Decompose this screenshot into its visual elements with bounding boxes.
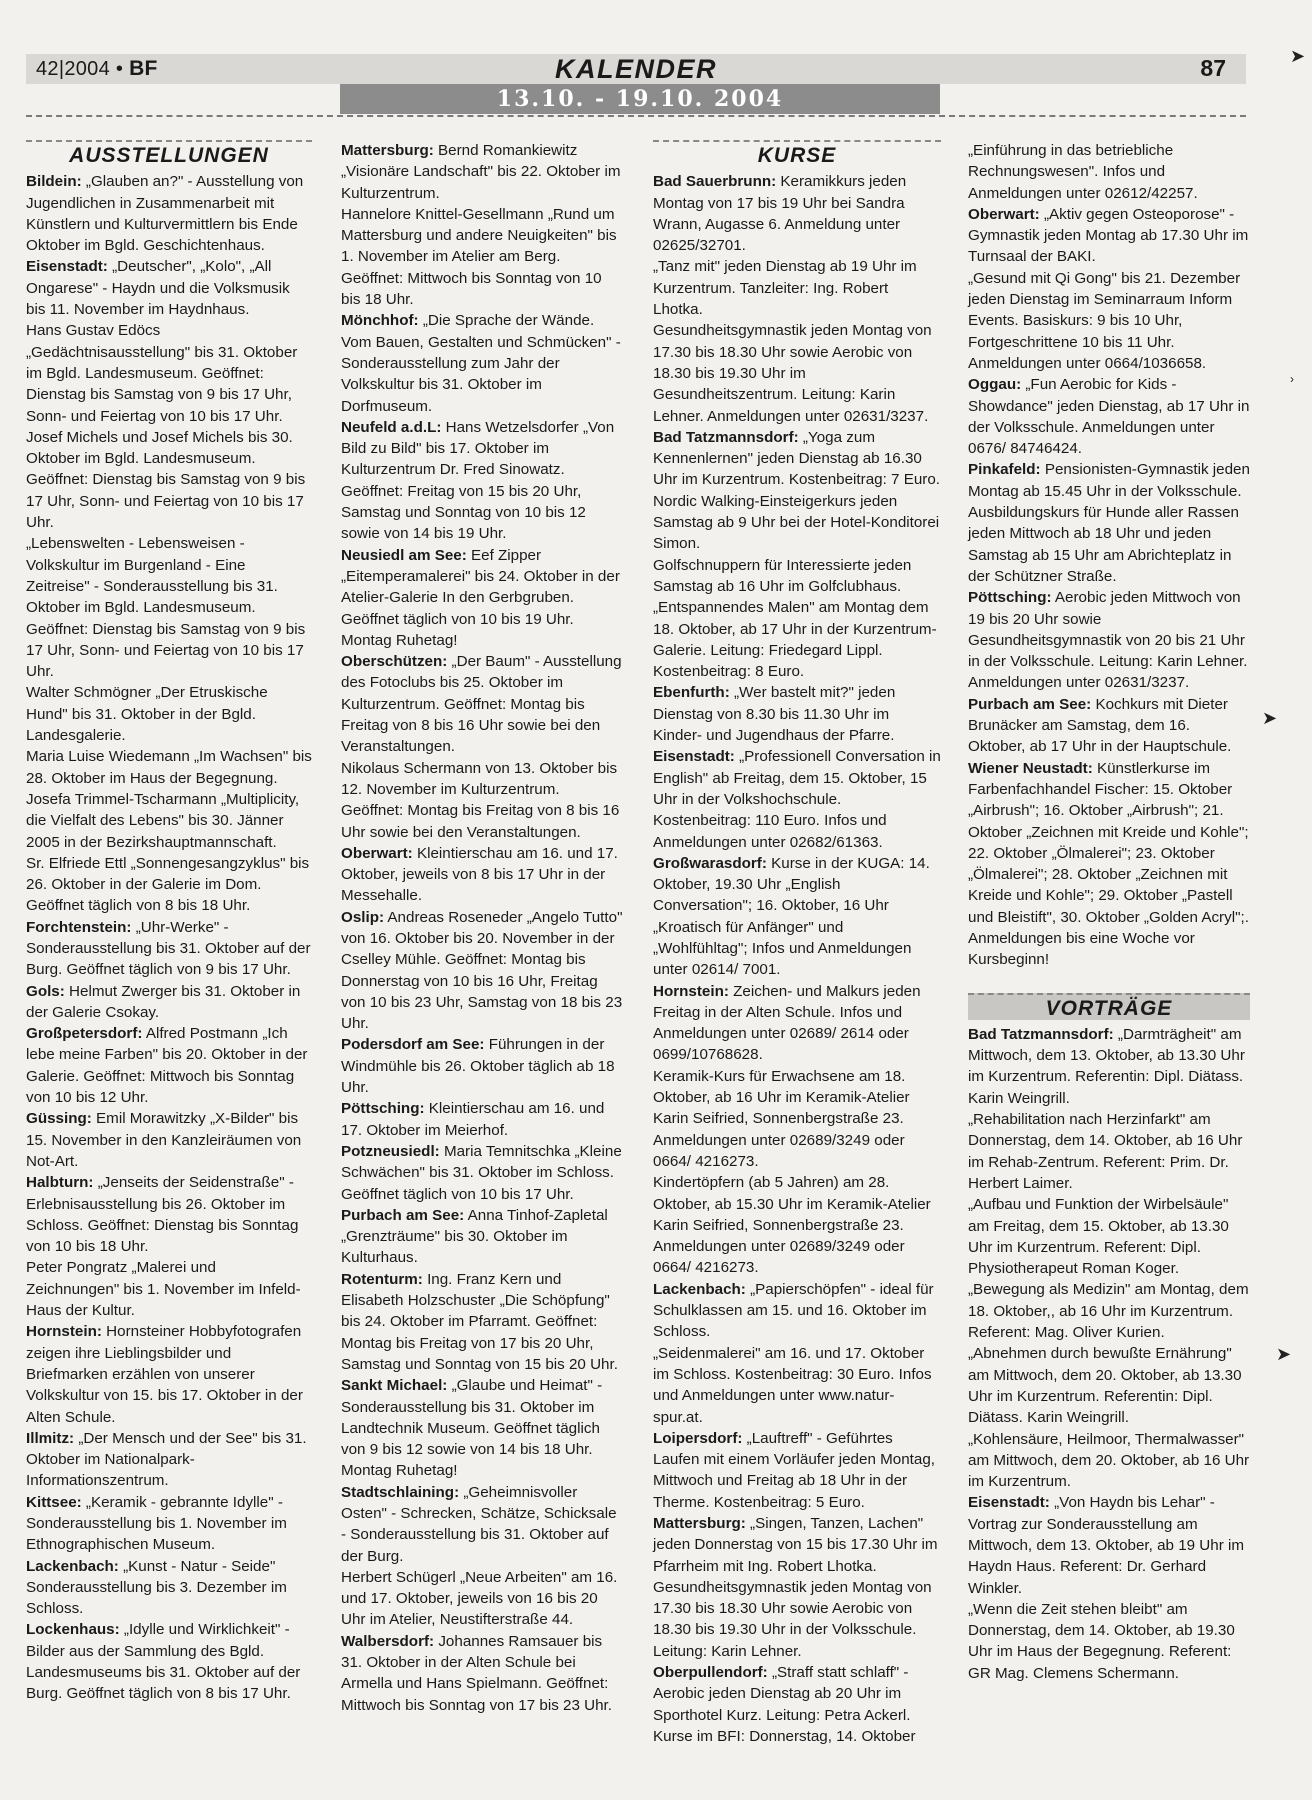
page-number: 87 xyxy=(1200,55,1226,81)
entry-text: „Von Haydn bis Lehar" - Vortrag zur Sonderausstellung am Mittwoch, dem 13. Oktober, ab 19 Uhr im Haydn Haus. Referent: Dr. Gerhard Winkler. xyxy=(968,1494,1245,1597)
entry-text: „Professionell Conversation in English" ab Freitag, dem 15. Oktober, 15 Uhr in der Volkshochschule. Kostenbeitrag: 110 Euro. Infos und Anmeldungen unter 02682/61363. xyxy=(653,748,941,851)
entry-place: Ebenfurth: xyxy=(653,684,730,702)
entry-place: Lackenbach: xyxy=(653,1280,746,1298)
entry-text: „Straff statt schlaff" - Aerobic jeden Dienstag ab 20 Uhr im Sporthotel Kurz. Leitung: Petra Ackerl. xyxy=(653,1664,911,1724)
calendar-entry xyxy=(341,843,623,907)
entry-text: „Singen, Tanzen, Lachen" jeden Donnerstag von 15 bis 17.30 Uhr im Pfarrheim mit Ing. Robert Lhotka. xyxy=(653,1515,938,1575)
calendar-entry xyxy=(341,1098,623,1141)
section-title-kurse: KURSE xyxy=(653,140,941,167)
calendar-entry xyxy=(26,1492,312,1556)
entry-text: Emil Morawitzky „X-Bilder" bis 15. November in den Kanzleiräumen von Not-Art. xyxy=(26,1110,302,1170)
entry-text: „Lebenswelten - Lebensweisen - Volkskultur im Burgenland - Eine Zeitreise" - Sonderausstellung bis 31. Oktober im Bgld. Landesmuseum. Geöffnet: Dienstag bis Samstag von 9 bis 17 Uhr, Sonn- und Feiertag von 10 bis 17 Uhr. xyxy=(26,535,306,681)
column-4 xyxy=(968,140,1250,1684)
calendar-entry xyxy=(968,1024,1250,1109)
calendar-entry xyxy=(341,1567,623,1631)
calendar-entry xyxy=(26,917,312,981)
entry-text: Sr. Elfriede Ettl „Sonnengesangzyklus" bis 26. Oktober in der Galerie im Dom. Geöffnet täglich von 8 bis 18 Uhr. xyxy=(26,854,310,915)
calendar-entry xyxy=(968,140,1250,204)
calendar-entry xyxy=(341,1141,623,1205)
calendar-entry xyxy=(653,1662,941,1726)
calendar-entry xyxy=(26,1108,312,1172)
entry-place: Güssing: xyxy=(26,1110,92,1128)
entry-place: Oberpullendorf: xyxy=(653,1664,768,1682)
section-title-vortraege: VORTRÄGE xyxy=(968,993,1250,1020)
entry-text: Peter Pongratz „Malerei und Zeichnungen" bis 1. November im Infeld-Haus der Kultur. xyxy=(26,1259,301,1320)
entry-place: Oslip: xyxy=(341,908,385,926)
entry-place: Pinkafeld: xyxy=(968,461,1041,479)
entry-text: Ausbildungskurs für Hunde aller Rassen jeden Mittwoch ab 18 Uhr und jeden Samstag ab 15 Uhr am Abrichteplatz in der Schützner Straße. xyxy=(968,504,1239,585)
calendar-entry xyxy=(341,545,623,651)
section-gap xyxy=(968,971,1250,993)
section-title-ausstellungen: AUSSTELLUNGEN xyxy=(26,140,312,167)
entry-text: „Lauftreff" - Geführtes Laufen mit einem Vorläufer jeden Montag, Mittwoch und Freitag ab 18 Uhr in der Therme. Kostenbeitrag: 5 Euro. xyxy=(653,1429,935,1511)
date-range: 13.10. - 19.10. 2004 xyxy=(340,84,940,114)
entry-place: Rotenturm: xyxy=(341,1270,423,1288)
margin-mark-arrow-icon: ➤ xyxy=(1262,708,1278,728)
calendar-entry xyxy=(26,533,312,682)
entry-text: Kindertöpfern (ab 5 Jahren) am 28. Oktober, ab 15.30 Uhr im Keramik-Atelier Karin Seifried, Sonnenbergstraße 23. Anmeldungen unter 02689/3249 oder 0664/ 4216273. xyxy=(653,1174,931,1277)
entries-col4b xyxy=(968,1024,1250,1684)
entry-place: Mönchhof: xyxy=(341,312,419,330)
calendar-entry xyxy=(968,374,1250,459)
entry-text: Keramik-Kurs für Erwachsene am 18. Oktober, ab 16 Uhr im Keramik-Atelier Karin Seifried, Sonnenbergstraße 23. Anmeldungen unter 02689/3249 oder 0664/ 4216273. xyxy=(653,1067,910,1170)
entry-text: Künstlerkurse im Farbenfachhandel Fischer: 15. Oktober „Airbrush"; 16. Oktober „Airbrush"; 21. Oktober „Zeichnen mit Kreide und Kohle"; 22. Oktober „Ölmalerei"; 23. Oktober „Ölmalerei"; 28. Oktober „Zeichnen mit Kreide und Kohle"; 29. Oktober „Pastell und Bleistift", 30. Oktober „Golden Acryl";. Anmeldungen bis eine Woche vor Kursbeginn! xyxy=(968,759,1249,969)
entry-place: Sankt Michael: xyxy=(341,1377,448,1395)
calendar-entry xyxy=(26,1428,312,1492)
column-2 xyxy=(341,140,623,1716)
entry-text: „Seidenmalerei" am 16. und 17. Oktober im Schloss. Kostenbeitrag: 30 Euro. Infos und Anmeldungen unter www.natur-spur.at. xyxy=(653,1344,932,1426)
page-title: KALENDER xyxy=(554,54,717,84)
entry-text: „Keramik - gebrannte Idylle" - Sonderausstellung bis 1. November im Ethnographischen Museum. xyxy=(26,1493,287,1554)
entry-text: Helmut Zwerger bis 31. Oktober in der Galerie Csokay. xyxy=(26,982,301,1021)
entry-text: „Abnehmen durch bewußte Ernährung" am Mittwoch, dem 20. Oktober, ab 13.30 Uhr im Kurzentrum. Referentin: Dipl. Diätass. Karin Weingrill. xyxy=(968,1345,1242,1427)
column-3 xyxy=(653,140,941,1747)
entry-text: Bernd Romankiewitz „Visionäre Landschaft" bis 22. Oktober im Kulturzentrum. xyxy=(341,142,621,202)
margin-mark-tick-icon: › xyxy=(1290,372,1294,386)
calendar-entry xyxy=(26,1619,312,1704)
entry-text: „Darmträgheit" am Mittwoch, dem 13. Oktober, ab 13.30 Uhr im Kurzentrum. Referentin: Dipl. Diätass. Karin Weingrill. xyxy=(968,1025,1245,1107)
entry-text: „Der Mensch und der See" bis 31. Oktober im Nationalpark-Informationszentrum. xyxy=(26,1429,307,1490)
calendar-entry xyxy=(968,1492,1250,1598)
entry-text: Andreas Roseneder „Angelo Tutto" von 16. Oktober bis 20. November in der Cselley Mühle. Geöffnet: Montag bis Donnerstag von 10 bis 16 Uhr, Freitag von 10 bis 23 Uhr, Samstag von 18 bis 23 Uhr. xyxy=(341,908,623,1033)
entry-place: Loipersdorf: xyxy=(653,1429,743,1447)
entry-place: Bad Tatzmannsdorf: xyxy=(653,428,799,446)
calendar-entry xyxy=(653,1066,941,1172)
calendar-entry xyxy=(341,1034,623,1098)
calendar-entry xyxy=(653,1726,941,1747)
calendar-entry xyxy=(341,417,623,545)
entries-col4a xyxy=(968,140,1250,971)
calendar-entry xyxy=(653,1428,941,1513)
entry-place: Pöttsching: xyxy=(968,589,1052,607)
entry-text: „Kunst - Natur - Seide" Sonderausstellung bis 3. Dezember im Schloss. xyxy=(26,1557,287,1618)
entry-text: „Yoga zum Kennenlernen" jeden Dienstag ab 16.30 Uhr im Kurzentrum. Kostenbeitrag: 7 Euro. xyxy=(653,428,940,489)
calendar-entry xyxy=(653,1343,941,1428)
calendar-entry xyxy=(968,502,1250,587)
calendar-entry xyxy=(341,310,623,416)
entry-place: Hornstein: xyxy=(26,1323,102,1341)
entry-text: „Gesund mit Qi Gong" bis 21. Dezember jeden Dienstag im Seminarraum Inform Events. Basiskurs: 9 bis 10 Uhr, Fortgeschrittene 10 bis 11 Uhr. Anmeldungen unter 0664/1036658. xyxy=(968,269,1241,372)
calendar-entry xyxy=(968,1194,1250,1279)
entry-text: Kurse im BFI: Donnerstag, 14. Oktober xyxy=(653,1727,916,1745)
entry-place: Eisenstadt: xyxy=(968,1494,1050,1512)
entry-text: „Wenn die Zeit stehen bleibt" am Donnerstag, dem 14. Oktober, ab 19.30 Uhr im Haus der Begegnung. Referent: GR Mag. Clemens Schermann. xyxy=(968,1600,1235,1682)
entry-text: Gesundheitsgymnastik jeden Montag von 17.30 bis 18.30 Uhr sowie Aerobic von 18.30 bis 19.30 Uhr im Gesundheitszentrum. Leitung: Karin Lehner. Anmeldungen unter 02631/3237. xyxy=(653,322,932,425)
entry-text: „Geheimnisvoller Osten" - Schrecken, Schätze, Schicksale - Sonderausstellung bis 31. Oktober auf der Burg. xyxy=(341,1483,617,1565)
entry-place: Oggau: xyxy=(968,376,1022,394)
calendar-entry xyxy=(26,853,312,917)
entry-place: Illmitz: xyxy=(26,1429,75,1447)
calendar-entry xyxy=(653,1172,941,1278)
entry-place: Großpetersdorf: xyxy=(26,1025,143,1043)
calendar-entry xyxy=(968,1343,1250,1428)
calendar-entry xyxy=(26,427,312,533)
calendar-entry xyxy=(26,1172,312,1257)
calendar-entry xyxy=(26,1257,312,1321)
issue-number: 42|2004 xyxy=(36,58,111,80)
entry-text: „Wer bastelt mit?" jeden Dienstag von 8.30 bis 11.30 Uhr im Kinder- und Jugendhaus der Pfarre. xyxy=(653,684,896,745)
entry-place: Neusiedl am See: xyxy=(341,546,467,564)
margin-mark-arrow-icon: ➤ xyxy=(1290,46,1306,66)
calendar-entry xyxy=(26,1556,312,1620)
entry-place: Oberwart: xyxy=(341,844,413,862)
calendar-entry xyxy=(968,459,1250,502)
entry-text: Kochkurs mit Dieter Brunäcker am Samstag, dem 16. Oktober, ab 17 Uhr in der Hauptschule. xyxy=(968,695,1232,756)
entry-text: Alfred Postmann „Ich lebe meine Farben" bis 20. Oktober in der Galerie. Geöffnet: Mittwoch bis Sonntag von 10 bis 12 Uhr. xyxy=(26,1025,308,1107)
entry-text: Hannelore Knittel-Gesellmann „Rund um Mattersburg und andere Neuigkeiten" bis 1. November im Atelier am Berg. Geöffnet: Mittwoch bis Sonntag von 10 bis 18 Uhr. xyxy=(341,205,617,309)
calendar-entry xyxy=(968,204,1250,268)
calendar-entry xyxy=(341,1375,623,1481)
entry-text: Johannes Ramsauer bis 31. Oktober in der Alten Schule bei Armella und Hans Spielmann. Geöffnet: Mittwoch bis Sonntag von 17 bis 23 Uhr. xyxy=(341,1632,612,1714)
entry-place: Eisenstadt: xyxy=(653,748,735,766)
entries-col1 xyxy=(26,171,312,1704)
entry-place: Wiener Neustadt: xyxy=(968,759,1093,777)
entry-place: Forchtenstein: xyxy=(26,918,132,936)
entry-place: Mattersburg: xyxy=(341,142,434,159)
calendar-entry xyxy=(653,427,941,491)
entry-text: Kurse in der KUGA: 14. Oktober, 19.30 Uhr „English Conversation"; 16. Oktober, 16 Uhr „Kroatisch für Anfänger" und „Wohlfühltag"; Infos und Anmeldungen unter 02614/ 7001. xyxy=(653,854,930,979)
entry-text: Josefa Trimmel-Tscharmann „Multiplicity, die Vielfalt des Lebens" bis 30. Jänner 2005 in der Bezirkshauptmannschaft. xyxy=(26,790,300,851)
calendar-entry xyxy=(341,1269,623,1375)
calendar-entry xyxy=(653,597,941,682)
calendar-entry xyxy=(341,907,623,1035)
calendar-entry xyxy=(653,256,941,320)
margin-mark-arrow-icon: ➤ xyxy=(1276,1344,1292,1364)
entry-place: Eisenstadt: xyxy=(26,258,108,276)
calendar-entry xyxy=(26,256,312,320)
calendar-entry xyxy=(653,682,941,746)
calendar-entry xyxy=(341,758,623,843)
calendar-entry xyxy=(341,140,623,204)
entry-text: „Kohlensäure, Heilmoor, Thermalwasser" am Mittwoch, dem 20. Oktober, ab 16 Uhr im Kurzentrum. xyxy=(968,1430,1250,1491)
entry-place: Purbach am See: xyxy=(341,1206,465,1224)
entry-place: Pöttsching: xyxy=(341,1100,425,1118)
calendar-entry xyxy=(26,682,312,746)
entry-text: „Idylle und Wirklichkeit" - Bilder aus der Sammlung des Bgld. Landesmuseums bis 31. Oktober auf der Burg. Geöffnet täglich von 8 bis 17 Uhr. xyxy=(26,1621,301,1703)
issue-bullet: • xyxy=(115,58,124,80)
entry-place: Podersdorf am See: xyxy=(341,1036,485,1054)
calendar-entry xyxy=(341,651,623,757)
entry-text: Pensionisten-Gymnastik jeden Montag ab 15.45 Uhr in der Volksschule. xyxy=(968,461,1250,500)
entry-text: „Bewegung als Medizin" am Montag, dem 18. Oktober,, ab 16 Uhr im Kurzentrum. Referent: Mag. Oliver Kurien. xyxy=(968,1281,1249,1342)
calendar-entry xyxy=(653,1513,941,1577)
entry-text: Hornsteiner Hobbyfotografen zeigen ihre Lieblingsbilder und Briefmarken erzählen von unserer Volkskultur von 15. bis 17. Oktober in der Alten Schule. xyxy=(26,1323,303,1426)
calendar-entry xyxy=(968,587,1250,693)
entry-place: Walbersdorf: xyxy=(341,1632,435,1650)
entry-text: „Papierschöpfen" - ideal für Schulklassen am 15. und 16. Oktober im Schloss. xyxy=(653,1280,934,1341)
calendar-entry xyxy=(968,694,1250,758)
entry-text: Eef Zipper „Eitemperamalerei" bis 24. Oktober in der Atelier-Galerie In den Gerbgruben. Geöffnet täglich von 10 bis 19 Uhr. Montag Ruhetag! xyxy=(341,546,620,649)
entry-place: Oberwart: xyxy=(968,205,1040,223)
entry-text: Hans Gustav Edöcs „Gedächtnisausstellung" bis 31. Oktober im Bgld. Landesmuseum. Geöffnet: Dienstag bis Samstag von 9 bis 17 Uhr, Sonn- und Feiertag von 10 bis 17 Uhr. xyxy=(26,322,298,425)
calendar-entry xyxy=(26,171,312,256)
entry-text: Kleintierschau am 16. und 17. Oktober im Meierhof. xyxy=(341,1100,605,1139)
entry-place: Halbturn: xyxy=(26,1174,94,1192)
entry-place: Potzneusiedl: xyxy=(341,1142,440,1160)
calendar-entry xyxy=(968,1599,1250,1684)
entry-text: Nordic Walking-Einsteigerkurs jeden Samstag ab 9 Uhr bei der Hotel-Konditorei Simon. xyxy=(653,492,940,553)
entry-text: „Die Sprache der Wände. Vom Bauen, Gestalten und Schmücken" - Sonderausstellung zum Jahr der Volkskultur bis 31. Oktober im Dorfmuseum. xyxy=(341,312,621,415)
entry-text: „Rehabilitation nach Herzinfarkt" am Donnerstag, dem 14. Oktober, ab 16 Uhr im Rehab-Zentrum. Referent: Prim. Dr. Herbert Laimer. xyxy=(968,1111,1243,1192)
entry-place: Mattersburg: xyxy=(653,1515,746,1532)
entry-text: Anna Tinhof-Zapletal „Grenzträume" bis 30. Oktober im Kulturhaus. xyxy=(341,1206,608,1267)
entry-text: „Aktiv gegen Osteoporose" - Gymnastik jeden Montag ab 17.30 Uhr im Turnsaal der BAKI. xyxy=(968,205,1249,266)
calendar-entry xyxy=(26,789,312,853)
calendar-entry xyxy=(653,853,941,981)
calendar-entry xyxy=(653,1577,941,1662)
page-header xyxy=(26,54,1246,84)
calendar-entry xyxy=(653,171,941,256)
entry-text: „Glauben an?" - Ausstellung von Jugendlichen in Zusammenarbeit mit Künstlern und Kulturvermittlern bis Ende Oktober im Bgld. Geschichtenhaus. xyxy=(26,173,304,255)
calendar-entry xyxy=(341,1205,623,1269)
entry-place: Neufeld a.d.L: xyxy=(341,418,442,436)
entry-place: Stadtschlaining: xyxy=(341,1483,460,1501)
entry-text: Aerobic jeden Mittwoch von 19 bis 20 Uhr sowie Gesundheitsgymnastik von 20 bis 21 Uhr in der Volksschule. Leitung: Karin Lehner. Anmeldungen unter 02631/3237. xyxy=(968,589,1248,692)
calendar-entry xyxy=(653,981,941,1066)
calendar-entry xyxy=(26,746,312,789)
header-divider xyxy=(26,115,1246,117)
entry-text: „Uhr-Werke" - Sonderausstellung bis 31. Oktober auf der Burg. Geöffnet täglich von 9 bis 17 Uhr. xyxy=(26,918,311,979)
calendar-entry xyxy=(653,555,941,598)
entry-text: Maria Luise Wiedemann „Im Wachsen" bis 28. Oktober im Haus der Begegnung. xyxy=(26,748,312,787)
entry-text: Führungen in der Windmühle bis 26. Oktober täglich ab 18 Uhr. xyxy=(341,1036,615,1097)
calendar-entry xyxy=(653,491,941,555)
entries-col2 xyxy=(341,140,623,1716)
calendar-entry xyxy=(26,981,312,1024)
calendar-entry xyxy=(653,1279,941,1343)
entry-text: Keramikkurs jeden Montag von 17 bis 19 Uhr bei Sandra Wrann, Augasse 6. Anmeldung unter 02625/32701. xyxy=(653,173,907,255)
entry-text: Josef Michels und Josef Michels bis 30. Oktober im Bgld. Landesmuseum. Geöffnet: Dienstag bis Samstag von 9 bis 17 Uhr, Sonn- und Feiertag von 10 bis 17 Uhr. xyxy=(26,428,306,532)
calendar-entry xyxy=(968,758,1250,971)
entry-text: Hans Wetzelsdorfer „Von Bild zu Bild" bis 17. Oktober im Kulturzentrum Dr. Fred Sinowatz. Geöffnet: Freitag von 15 bis 20 Uhr, Samstag und Sonntag von 10 bis 12 sowie von 14 bis 19 Uhr. xyxy=(341,418,615,543)
entry-place: Oberschützen: xyxy=(341,653,448,671)
entry-text: Golfschnuppern für Interessierte jeden Samstag ab 16 Uhr im Golfclubhaus. xyxy=(653,556,912,595)
entry-text: Zeichen- und Malkurs jeden Freitag in der Alten Schule. Infos und Anmeldungen unter 02689/ 2614 oder 0699/10768628. xyxy=(653,982,921,1064)
calendar-entry xyxy=(968,1109,1250,1194)
entry-text: „Einführung in das betriebliche Rechnungswesen". Infos und Anmeldungen unter 02612/42257. xyxy=(968,142,1198,202)
entry-text: „Glaube und Heimat" - Sonderausstellung bis 31. Oktober im Landtechnik Museum. Geöffnet täglich von 9 bis 12 sowie von 14 bis 18 Uhr. Montag Ruhetag! xyxy=(341,1377,603,1480)
entry-text: „Entspannendes Malen" am Montag dem 18. Oktober, ab 17 Uhr in der Kurzentrum-Galerie. Leitung: Friedegard Lippl. Kostenbeitrag: 8 Euro. xyxy=(653,599,937,681)
calendar-entry xyxy=(968,268,1250,374)
calendar-entry xyxy=(341,1631,623,1716)
entry-text: „Jenseits der Seidenstraße" - Erlebnisausstellung bis 26. Oktober im Schloss. Geöffnet: Dienstag bis Sonntag von 10 bis 18 Uhr. xyxy=(26,1174,299,1256)
entry-text: Ing. Franz Kern und Elisabeth Holzschuster „Die Schöpfung" bis 24. Oktober im Pfarramt. Geöffnet: Montag bis Freitag von 17 bis 20 Uhr, Samstag und Sonntag von 15 bis 20 Uhr. xyxy=(341,1270,618,1373)
entry-place: Purbach am See: xyxy=(968,695,1092,713)
entry-place: Lackenbach: xyxy=(26,1557,119,1575)
entry-place: Bad Sauerbrunn: xyxy=(653,173,777,191)
entry-text: „Tanz mit" jeden Dienstag ab 19 Uhr im Kurzentrum. Tanzleiter: Ing. Robert Lhotka. xyxy=(653,258,917,319)
calendar-entry xyxy=(653,746,941,852)
calendar-entry xyxy=(26,320,312,426)
entry-text: Herbert Schügerl „Neue Arbeiten" am 16. und 17. Oktober, jeweils von 16 bis 20 Uhr im Atelier, Neustifterstraße 44. xyxy=(341,1568,618,1629)
entry-text: Walter Schmögner „Der Etruskische Hund" bis 31. Oktober in der Bgld. Landesgalerie. xyxy=(26,684,268,745)
calendar-entry xyxy=(26,1023,312,1108)
calendar-entry xyxy=(341,1482,623,1567)
calendar-entry xyxy=(341,204,623,310)
entry-place: Kittsee: xyxy=(26,1493,82,1511)
entry-text: Kleintierschau am 16. und 17. Oktober, jeweils von 8 bis 17 Uhr in der Messehalle. xyxy=(341,844,618,905)
entry-text: „Der Baum" - Ausstellung des Fotoclubs bis 25. Oktober im Kulturzentrum. Geöffnet: Montag bis Freitag von 8 bis 16 Uhr sowie bei den Veranstaltungen. xyxy=(341,653,622,756)
entries-col3 xyxy=(653,171,941,1747)
entry-place: Bildein: xyxy=(26,173,82,191)
entry-place: Gols: xyxy=(26,982,65,1000)
entry-text: Maria Temnitschka „Kleine Schwächen" bis 31. Oktober im Schloss. Geöffnet täglich von 10 bis 17 Uhr. xyxy=(341,1142,622,1203)
calendar-entry xyxy=(968,1429,1250,1493)
entry-place: Großwarasdorf: xyxy=(653,854,767,872)
calendar-entry xyxy=(26,1321,312,1427)
column-1 xyxy=(26,140,312,1705)
brand-logo: BF xyxy=(129,57,158,80)
entry-text: Gesundheitsgymnastik jeden Montag von 17.30 bis 18.30 Uhr sowie Aerobic von 18.30 bis 19.30 Uhr in der Volksschule. Leitung: Karin Lehner. xyxy=(653,1578,932,1660)
entry-place: Lockenhaus: xyxy=(26,1621,120,1639)
entry-text: „Deutscher", „Kolo", „All Ongarese" - Haydn und die Volksmusik bis 11. November im Haydnhaus. xyxy=(26,258,290,319)
entry-place: Hornstein: xyxy=(653,982,729,1000)
entry-text: „Fun Aerobic for Kids - Showdance" jeden Dienstag, ab 17 Uhr in der Volksschule. Anmeldungen unter 0676/ 84746424. xyxy=(968,376,1250,458)
entry-text: Nikolaus Schermann von 13. Oktober bis 12. November im Kulturzentrum. Geöffnet: Montag bis Freitag von 8 bis 16 Uhr sowie bei den Veranstaltungen. xyxy=(341,759,620,841)
calendar-entry xyxy=(968,1279,1250,1343)
entry-place: Bad Tatzmannsdorf: xyxy=(968,1025,1114,1043)
calendar-entry xyxy=(653,320,941,426)
entry-text: „Aufbau und Funktion der Wirbelsäule" am Freitag, dem 15. Oktober, ab 13.30 Uhr im Kurzentrum. Referent: Dipl. Physiotherapeut Roman Koger. xyxy=(968,1196,1229,1278)
